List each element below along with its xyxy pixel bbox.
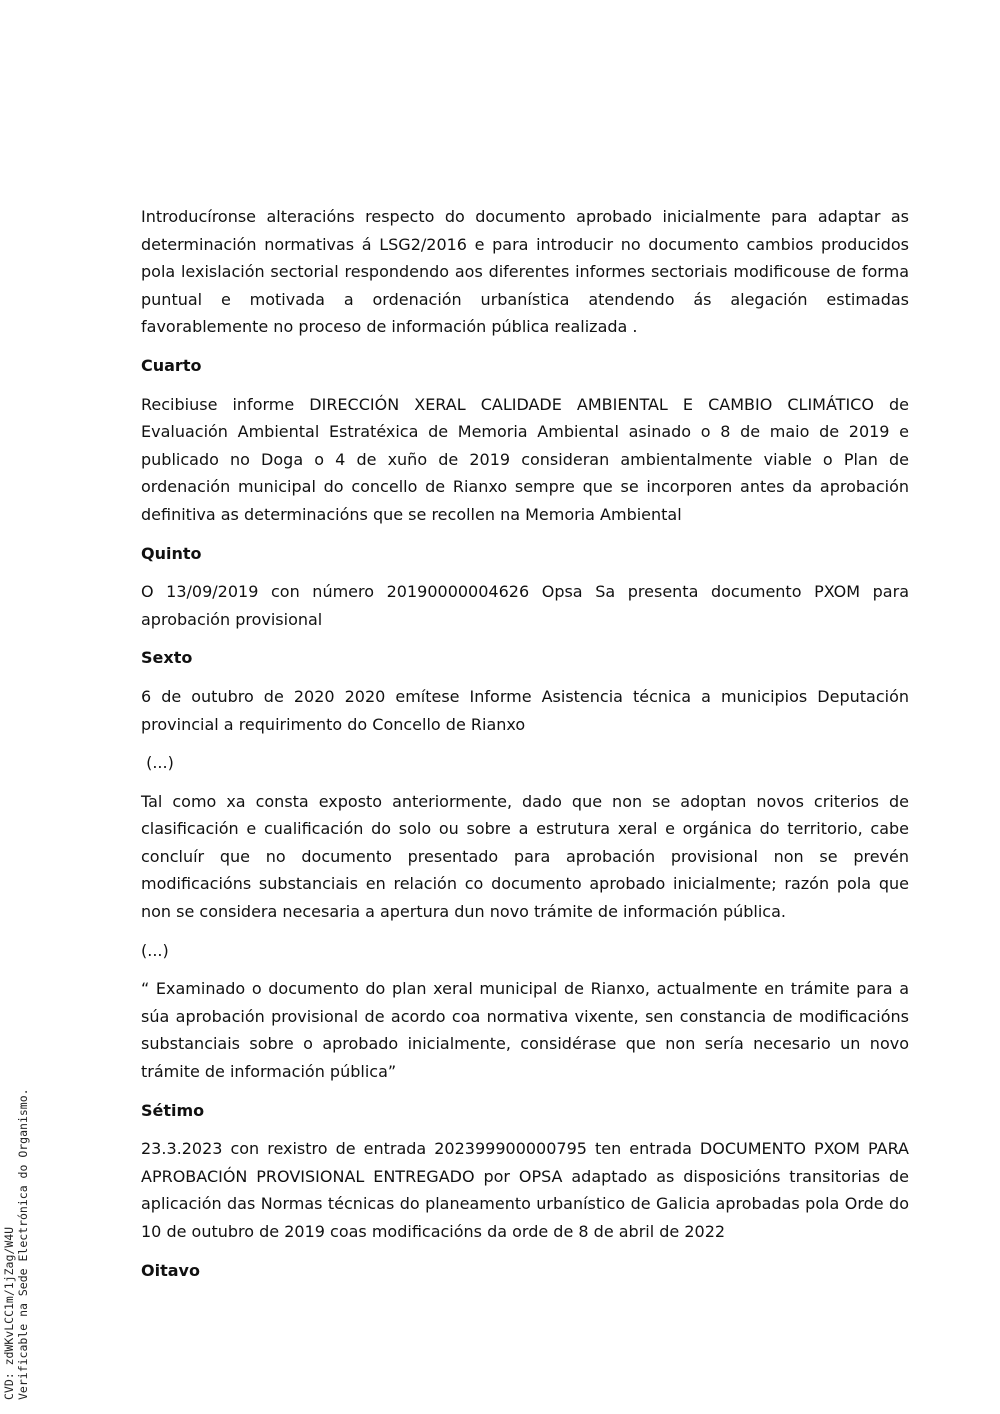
paragraph-opsa-presenta: O 13/09/2019 con número 20190000004626 Opsa Sa presenta documento PXOM para aprobación provisional bbox=[141, 582, 909, 629]
paragraph-informe-ambiental: Recibiuse informe DIRECCIÓN XERAL CALIDADE AMBIENTAL E CAMBIO CLIMÁTICO de Evaluación Ambiental Estratéxica de Memoria Ambiental asinado o 8 de maio de 2019 e publicado no Doga o 4 de xuño de 2019 consideran ambientalmente viable o Plan de ordenación municipal do concello de Rianxo sempre que se incorporen antes da aprobación definitiva as determinacións que se recollen na Memoria Ambiental bbox=[141, 394, 909, 524]
heading-quinto: Quinto bbox=[141, 543, 202, 563]
verification-note: Verificable na Sede Electrónica do Organismo. bbox=[16, 1088, 30, 1400]
paragraph-quote-examinado: “ Examinado o documento do plan xeral municipal de Rianxo, actualmente en trámite para a súa aprobación provisional de acordo coa normativa vixente, sen constancia de modificacións substanciais sobre o aprobado inicialmente, considérase que non sería necesario un novo trámite de información pública” bbox=[141, 979, 909, 1082]
paragraph-informe-deputacion: 6 de outubro de 2020 2020 emítese Informe Asistencia técnica a municipios Deputación provincial a requirimento do Concello de Rianxo bbox=[141, 686, 909, 734]
document-body bbox=[141, 203, 909, 1295]
paragraph-ellipsis-2: (...) bbox=[141, 940, 169, 960]
paragraph-rexistro-entrada: 23.3.2023 con rexistro de entrada 202399900000795 ten entrada DOCUMENTO PXOM PARA APROBACIÓN PROVISIONAL ENTREGADO por OPSA adaptado as disposicións transitorias de aplicación das Normas técnicas do planeamento urbanístico de Galicia aprobadas pola Orde do 10 de outubro de 2019 coas modificacións da orde de 8 de abril de 2022 bbox=[141, 1139, 909, 1241]
paragraph-ellipsis-1: (...) bbox=[141, 753, 174, 773]
heading-cuarto: Cuarto bbox=[141, 355, 202, 375]
heading-sexto: Sexto bbox=[141, 648, 193, 668]
paragraph-alteracions: Introducíronse alteracións respecto do documento aprobado inicialmente para adaptar as determinación normativas á LSG2/2016 e para introducir no documento cambios producidos pola lexislación sectorial respondendo aos diferentes informes sectoriais modificouse de forma puntual e motivada a ordenación urbanística atendendo ás alegación estimadas favorablemente no proceso de información pública realizada . bbox=[141, 207, 909, 337]
heading-setimo: Sétimo bbox=[141, 1100, 205, 1120]
paragraph-tal-como: Tal como xa consta exposto anteriormente, dado que non se adoptan novos criterios de clasificación e cualificación do solo ou sobre a estrutura xeral e orgánica do territorio, cabe concluír que no documento presentado para aprobación provisional non se prevén modificacións substanciais en relación co documento aprobado inicialmente; razón pola que non se considera necesaria a apertura dun novo trámite de información pública. bbox=[141, 791, 909, 922]
verification-code: CVD: zdWKvLCC1m/1jZag/W4U bbox=[2, 1226, 16, 1400]
verification-stamp bbox=[2, 1088, 30, 1400]
heading-oitavo: Oitavo bbox=[141, 1260, 200, 1280]
